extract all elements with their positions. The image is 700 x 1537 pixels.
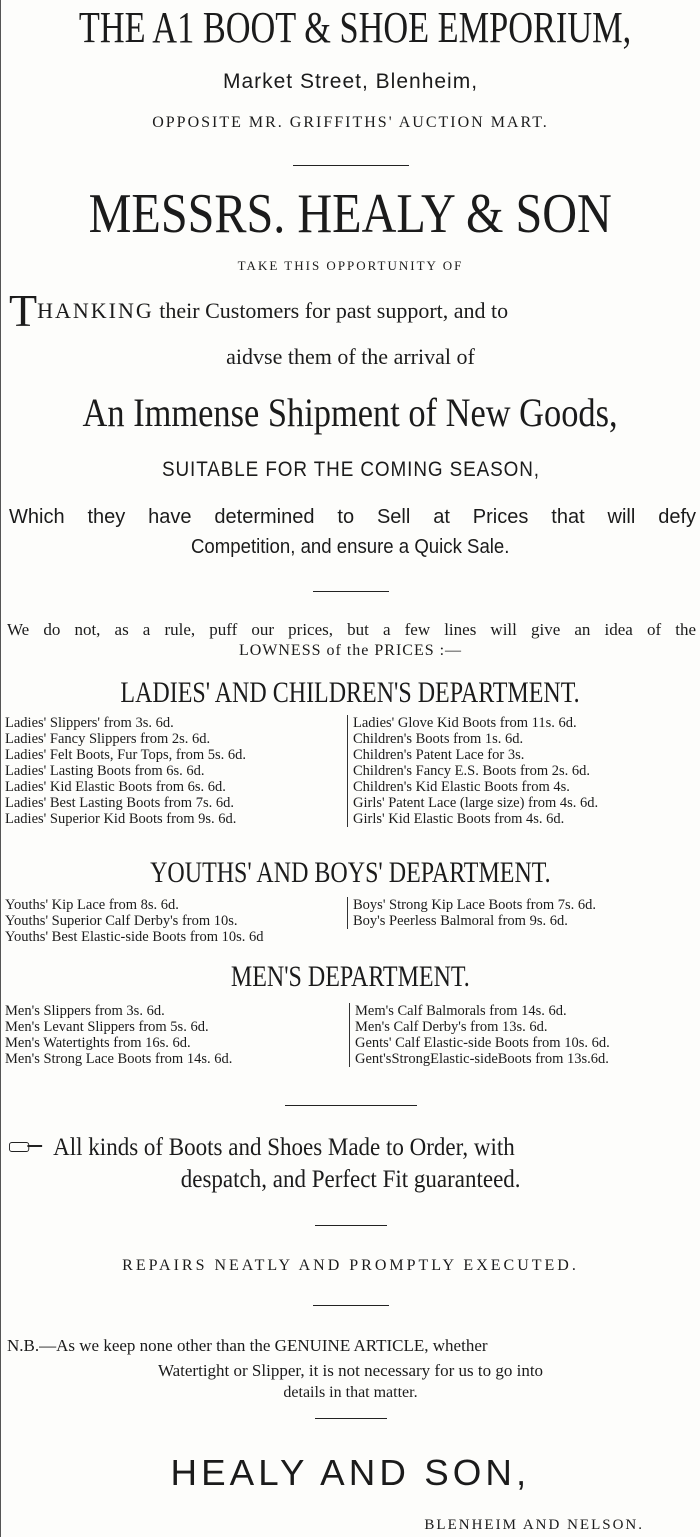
- list-item: Ladies' Slippers' from 3s. 6d.: [5, 715, 174, 731]
- list-item: Children's Fancy E.S. Boots from 2s. 6d.: [353, 763, 591, 779]
- location-note: OPPOSITE MR. GRIFFITHS' AUCTION MART.: [152, 114, 549, 131]
- firm-name: MESSRS. HEALY & SON: [88, 183, 613, 245]
- prices-note-line1: We do not, as a rule, puff our prices, but a few lines will give an idea of the: [7, 620, 696, 639]
- list-item: Youths' Best Elastic-side Boots from 10s. 6d: [5, 929, 264, 945]
- thanking-rest: their Customers for past support, and to: [153, 298, 509, 323]
- list-item: Girls' Patent Lace (large size) from 4s. 6d.: [353, 795, 599, 811]
- list-item: Men's Levant Slippers from 5s. 6d.: [5, 1019, 209, 1035]
- repairs-line: REPAIRS NEATLY AND PROMPTLY EXECUTED.: [122, 1257, 579, 1274]
- divider-rule: [293, 165, 409, 166]
- mens-right-list: [349, 1003, 610, 1067]
- take-opportunity-line: TAKE THIS OPPORTUNITY OF: [237, 258, 464, 273]
- list-item: Ladies' Superior Kid Boots from 9s. 6d.: [5, 811, 237, 827]
- list-item: Gent'sStrongElastic-sideBoots from 13s.6d.: [355, 1051, 609, 1067]
- shipment-headline: An Immense Shipment of New Goods,: [82, 390, 619, 435]
- prices-note-line2: LOWNESS of the PRICES :—: [238, 642, 463, 659]
- youths-right-list: [347, 897, 596, 929]
- list-item: Men's Calf Derby's from 13s. 6d.: [355, 1019, 548, 1035]
- list-item: Mem's Calf Balmorals from 14s. 6d.: [355, 1003, 567, 1019]
- made-to-order-line1: All kinds of Boots and Shoes Made to Order, with: [9, 1134, 692, 1162]
- nb-line1: N.B.—As we keep none other than the GENUINE ARTICLE, whether: [7, 1336, 488, 1355]
- list-item: Ladies' Glove Kid Boots from 11s. 6d.: [353, 715, 577, 731]
- mens-left-list: [5, 1003, 232, 1067]
- thanking-lead: HANKING: [37, 298, 154, 323]
- emporium-title: THE A1 BOOT & SHOE EMPORIUM,: [78, 3, 632, 52]
- divider-rule: [315, 1225, 387, 1226]
- divider-rule: [313, 591, 389, 592]
- thanking-line: [9, 285, 700, 336]
- ladies-right-list: [347, 715, 598, 827]
- divider-rule: [285, 1105, 417, 1106]
- list-item: Girls' Kid Elastic Boots from 4s. 6d.: [353, 811, 565, 827]
- competition-line: Competition, and ensure a Quick Sale.: [191, 536, 510, 558]
- list-item: Gents' Calf Elastic-side Boots from 10s. 6d.: [355, 1035, 610, 1051]
- drop-cap: T: [9, 285, 38, 336]
- nb-line2: Watertight or Slipper, it is not necessary for us to go into: [157, 1361, 544, 1380]
- youths-department-heading: YOUTHS' AND BOYS' DEPARTMENT.: [150, 856, 551, 889]
- list-item: Ladies' Felt Boots, Fur Tops, from 5s. 6d.: [5, 747, 246, 763]
- list-item: Ladies' Fancy Slippers from 2s. 6d.: [5, 731, 211, 747]
- suitable-line: SUITABLE FOR THE COMING SEASON,: [161, 458, 540, 481]
- list-item: Men's Watertights from 16s. 6d.: [5, 1035, 191, 1051]
- list-item: Ladies' Lasting Boots from 6s. 6d.: [5, 763, 205, 779]
- made-to-order-line2: despatch, and Perfect Fit guaranteed.: [180, 1166, 521, 1193]
- signoff-name: HEALY AND SON,: [170, 1452, 531, 1493]
- list-item: Children's Kid Elastic Boots from 4s.: [353, 779, 570, 795]
- list-item: Boy's Peerless Balmoral from 9s. 6d.: [353, 913, 568, 929]
- list-item: Men's Strong Lace Boots from 14s. 6d.: [5, 1051, 233, 1067]
- divider-rule: [315, 1418, 387, 1419]
- mens-department-heading: MEN'S DEPARTMENT.: [231, 960, 470, 993]
- ladies-left-list: [5, 715, 246, 827]
- ladies-department-heading: LADIES' AND CHILDREN'S DEPARTMENT.: [120, 676, 581, 709]
- address-line: Market Street, Blenheim,: [222, 70, 479, 93]
- list-item: Ladies' Best Lasting Boots from 7s. 6d.: [5, 795, 234, 811]
- list-item: Youths' Superior Calf Derby's from 10s.: [5, 913, 238, 929]
- list-item: Children's Boots from 1s. 6d.: [353, 731, 524, 747]
- divider-rule: [313, 1305, 389, 1306]
- nb-line3: details in that matter.: [283, 1384, 418, 1401]
- list-item: Children's Patent Lace for 3s.: [353, 747, 525, 763]
- advise-line: aidvse them of the arrival of: [226, 344, 475, 369]
- youths-left-list: [5, 897, 264, 945]
- pointing-hand-icon: [9, 1139, 42, 1153]
- which-line: Which they have determined to Sell at Prices that will defy: [9, 506, 696, 528]
- list-item: Youths' Kip Lace from 8s. 6d.: [5, 897, 179, 913]
- list-item: Men's Slippers from 3s. 6d.: [5, 1003, 165, 1019]
- list-item: Boys' Strong Kip Lace Boots from 7s. 6d.: [353, 897, 597, 913]
- signoff-places: BLENHEIM AND NELSON.: [424, 1517, 644, 1533]
- list-item: Ladies' Kid Elastic Boots from 6s. 6d.: [5, 779, 226, 795]
